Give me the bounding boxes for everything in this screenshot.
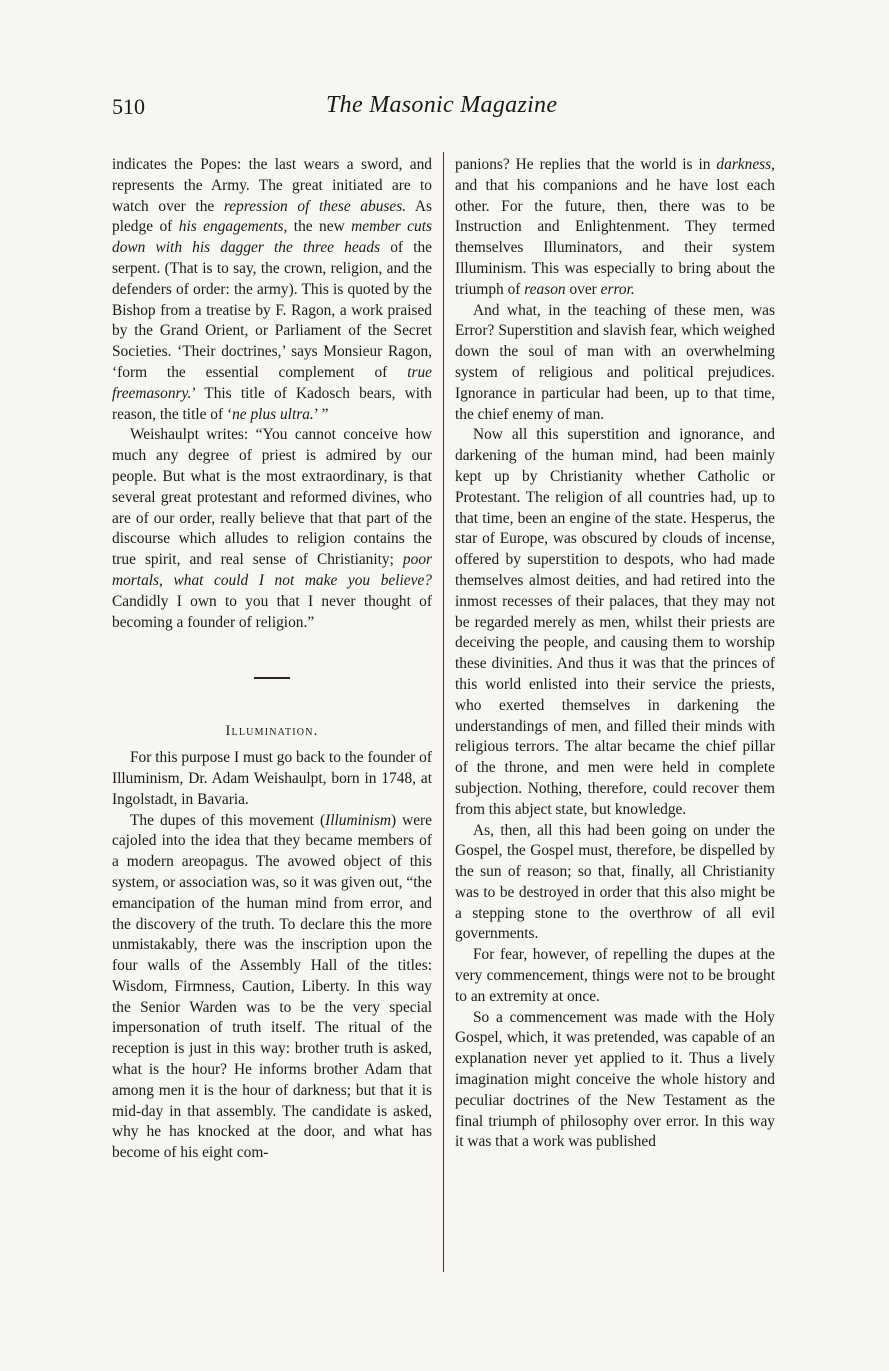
paragraph: For fear, however, of repelling the dupes at the very commencement, things were not to be brought to an extremity at once. (455, 946, 775, 1005)
italic-text: true freemasonry. (112, 363, 432, 402)
italic-text: ne plus ultra. (232, 405, 314, 423)
paragraph: As, then, all this had been going on under the Gospel, the Gospel must, therefore, be dispelled by the sun of reason; so that, finally, all Christianity was to be destroyed in order that this also might be a stepping stone to the overthrow of all evil governments. (455, 821, 775, 943)
italic-text: his engagements, (178, 218, 288, 236)
left-column (112, 155, 432, 1164)
italic-text: poor mortals, what could I not make you believe? (112, 551, 432, 589)
paragraph: panions? He replies that the world is in darkness, and that his companions and he have lost each other. For the future, then, there was to be Instruction and Enlightenment. They termed themselves Illuminators, and their system Illuminism. This was especially to bring about the triumph of reason over error. (455, 156, 775, 298)
column-divider (443, 152, 444, 1272)
running-title: The Masonic Magazine (326, 92, 558, 118)
paragraph: The dupes of this movement (Illuminism) were cajoled into the idea that they became members of a modern areopagus. The avowed object of this system, or association was, so it was given out, “the emancipation of the human mind from error, and the discovery of the truth. To declare this the more unmistakably, there was the inscription upon the four walls of the Assembly Hall of the titles: Wisdom, Firmness, Caution, Liberty. In this way the Senior Warden was to be the very special impersonation of truth itself. The ritual of the reception is just in this way: brother truth is asked, what is the hour? He informs brother Adam that among men it is the hour of darkness; but that it is mid-day in that assembly. The candidate is asked, why he has knocked at the door, and what has become of his eight com- (112, 811, 433, 1162)
paragraph: And what, in the teaching of these men, was Error? Superstition and slavish fear, which weighed down the soul of man with an overwhelming system of religious and political prejudices. Ignorance in particular had been, up to that time, the chief enemy of man. (455, 301, 775, 423)
italic-text: repression of these abuses. (223, 197, 407, 215)
section-divider (254, 677, 290, 679)
paragraph: indicates the Popes: the last wears a sword, and represents the Army. The great initiated are to watch over the repression of these abuses. As pledge of his engagements, the new member cuts down with his dagger the three heads of the serpent. (That is to say, the crown, religion, and the defenders of order: the army). This is quoted by the Bishop from a treatise by F. Ragon, a work praised by the Grand Orient, or Parliament of the Secret Societies. ‘Their doctrines,’ says Monsieur Ragon, ‘form the essential complement of true freemasonry.’ This title of Kadosch bears, with reason, the title of ‘ne plus ultra.’ ” (112, 156, 432, 423)
right-column (455, 155, 775, 1153)
section-heading: Illumination. (225, 723, 319, 740)
italic-text: error. (600, 280, 635, 298)
italic-text: member cuts down with his dagger the three heads (112, 218, 432, 257)
page-header (112, 92, 779, 132)
italic-text: reason (524, 280, 566, 298)
italic-text: darkness, (716, 156, 775, 173)
paragraph: Now all this superstition and ignorance, and darkening of the human mind, had been mainly kept up by Christianity whether Catholic or Protestant. The religion of all countries had, up to that time, been an engine of the state. Hesperus, the star of Europe, was obscured by clouds of incense, offered by superstition to despots, who had made themselves almost deities, and had retired into the inmost recesses of their palaces, that they may not be regarded merely as men, whilst their priests are deceiving the people, and causing them to worship these divinities. And thus it was that the princes of this world enlisted into their service the priests, who exerted themselves in darkening the understandings of men, and filled their minds with religious terrors. The altar became the chief pillar of the throne, and men were held in complete subjection. Nothing, therefore, could recover them from this abject state, but knowledge. (455, 426, 775, 818)
italic-text: Illuminism (325, 811, 391, 829)
paragraph: For this purpose I must go back to the founder of Illuminism, Dr. Adam Weishaulpt, born in 1748, at Ingolstadt, in Bavaria. (112, 749, 432, 808)
paragraph: Weishaulpt writes: “You cannot conceive how much any degree of priest is admired by our people. But what is the most extraordinary, is that several great protestant and reformed divines, who are of our order, really believe that that part of the discourse which alludes to religion contains the true spirit, and real sense of Christianity; poor mortals, what could I not make you believe? Candidly I own to you that I never thought of becoming a founder of religion.” (112, 426, 432, 631)
page-number: 510 (112, 94, 145, 119)
paragraph: So a commencement was made with the Holy Gospel, which, it was pretended, was capable of an explanation never yet applied to it. Thus a lively imagination might conceive the whole history and peculiar doctrines of the New Testament as the final triumph of philosophy over error. In this way it was that a work was published (455, 1008, 775, 1151)
